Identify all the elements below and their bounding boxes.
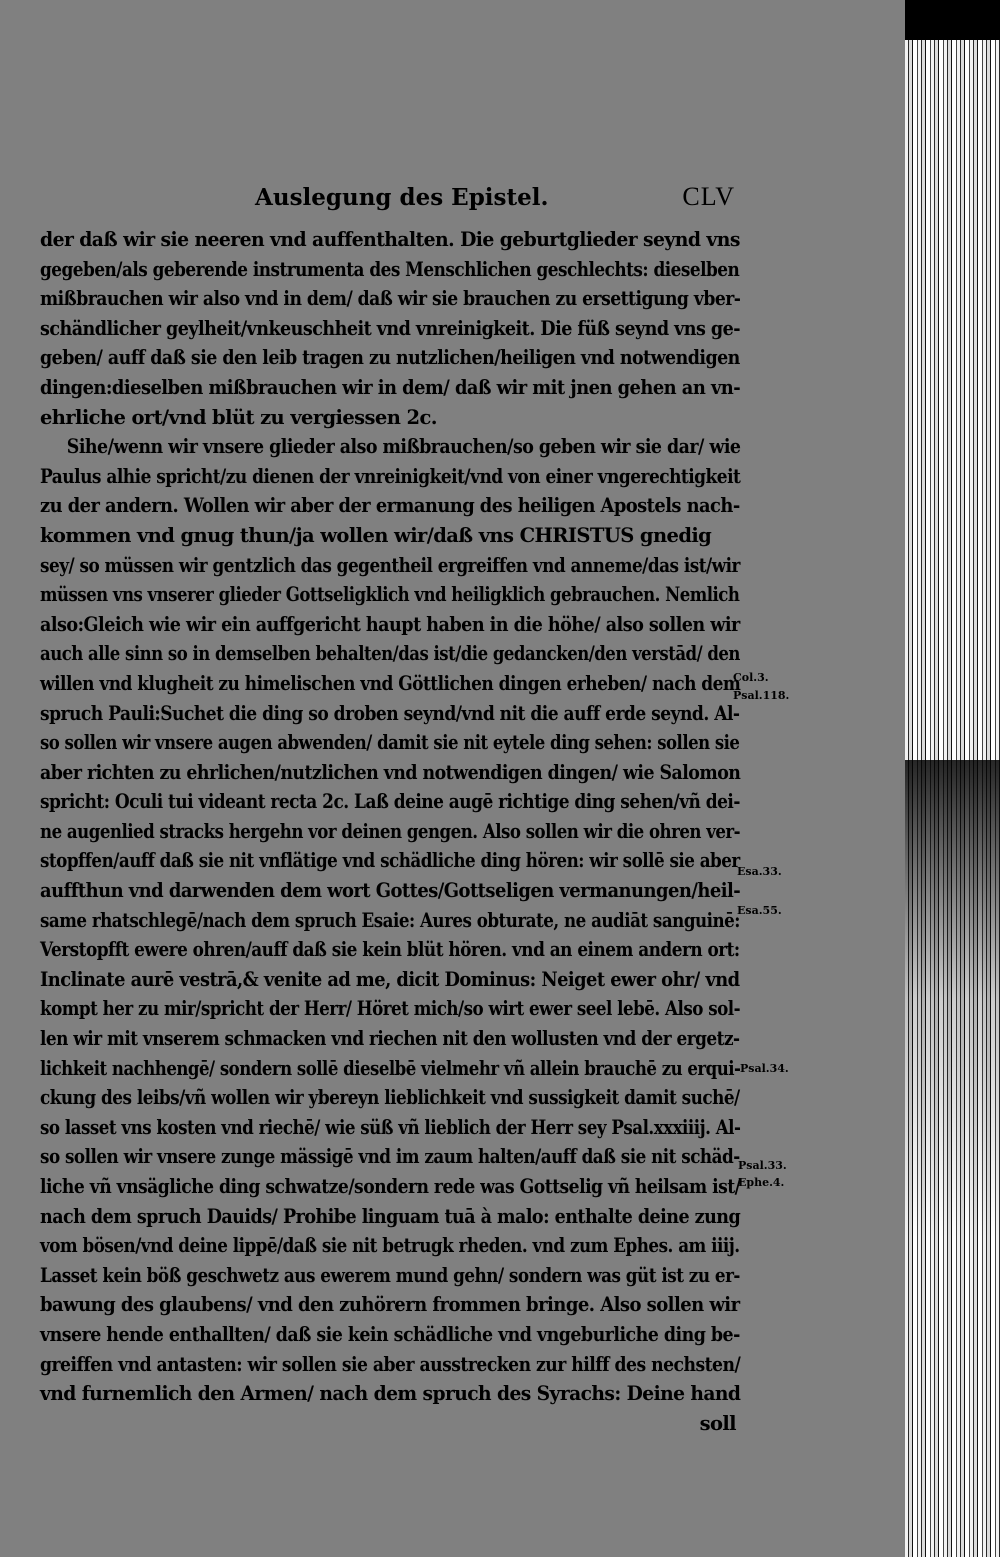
text-line: Lasset kein böß geschwetz aus ewerem mund gehn/ sondern was güt ist zu er- xyxy=(40,1263,740,1287)
text-line: greiffen vnd antasten: wir sollen sie aber ausstrecken zur hilff des nechsten/ xyxy=(40,1352,741,1376)
folio-number: CLV xyxy=(682,182,735,211)
text-line: ckung des leibs/vñ wollen wir ybereyn lieblichkeit vnd sussigkeit damit suchē/ xyxy=(40,1086,740,1110)
text-line: Verstopfft ewere ohren/auff daß sie kein blüt hören. vnd an einem andern ort: xyxy=(40,938,740,962)
margin-note: Col.3. xyxy=(733,671,769,684)
text-line: der daß wir sie neeren vnd auffenthalten. Die geburtglieder seynd vns xyxy=(40,228,740,251)
text-line: aber richten zu ehrlichen/nutzlichen vnd notwendigen dingen/ wie Salomon xyxy=(40,760,741,784)
running-head: Auslegung des Epistel. xyxy=(255,184,549,211)
margin-note: Ephe.4. xyxy=(738,1176,785,1189)
text-line: ne augenlied stracks hergehn vor deinen gengen. Also sollen wir die ohren ver- xyxy=(40,819,741,843)
text-line: spruch Pauli:Suchet die ding so droben seynd/vnd nit die auff erde seynd. Al- xyxy=(40,701,740,725)
text-line: len wir mit vnserem schmacken vnd riechen nit den wollusten vnd der ergetz- xyxy=(40,1027,740,1051)
text-line: Paulus alhie spricht/zu dienen der vnreinigkeit/vnd von einer vngerechtigkeit xyxy=(40,464,741,488)
text-line: dingen:dieselben mißbrauchen wir in dem/ daß wir mit jnen gehen an vn- xyxy=(40,375,741,399)
text-line: sey/ so müssen wir gentzlich das gegentheil ergreiffen vnd anneme/das ist/wir xyxy=(40,553,740,577)
text-line: vnd furnemlich den Armen/ nach dem spruch des Syrachs: Deine hand xyxy=(40,1382,741,1406)
margin-note: Psal.33. xyxy=(738,1159,787,1172)
text-line: müssen vns vnserer glieder Gottseligklich vnd heiligklich gebrauchen. Nemlich xyxy=(40,583,740,607)
text-line: kommen vnd gnug thun/ja wollen wir/daß vns CHRISTUS gnedig xyxy=(40,523,712,547)
margin-note: Psal.34. xyxy=(740,1062,789,1075)
text-line: auch alle sinn so in demselben behalten/das ist/die gedancken/den verstād/ den xyxy=(40,642,740,666)
text-line: vom bösen/vnd deine lippē/daß sie nit betrugk rheden. vnd zum Ephes. am iiij. xyxy=(40,1234,740,1258)
margin-note: Esa.33. xyxy=(737,865,782,878)
text-line: spricht: Oculi tui videant recta 2c. Laß deine augē richtige ding sehen/vñ dei- xyxy=(40,790,740,814)
text-line: kompt her zu mir/spricht der Herr/ Höret mich/so wirt ewer seel lebē. Also sol- xyxy=(40,997,741,1021)
text-line: geben/ auff daß sie den leib tragen zu nutzlichen/heiligen vnd notwendigen xyxy=(40,346,740,370)
text-line: mißbrauchen wir also vnd in dem/ daß wir sie brauchen zu ersettigung vber- xyxy=(40,287,741,311)
page-curl-shadow xyxy=(905,760,1000,1557)
text-line: ehrliche ort/vnd blüt zu vergiessen 2c. xyxy=(40,405,437,429)
background-dark xyxy=(905,0,1000,40)
text-line: stopffen/auff daß sie nit vnflätige vnd schädliche ding hören: wir sollē sie aber xyxy=(40,849,740,873)
text-line: lichkeit nachhengē/ sondern sollē dieselbē vielmehr vñ allein brauchē zu erqui- xyxy=(40,1056,741,1080)
text-line: Sihe/wenn wir vnsere glieder also mißbrauchen/so geben wir sie dar/ wie xyxy=(66,435,741,459)
text-line: liche vñ vnsägliche ding schwatze/sondern rede was Gottselig vñ heilsam ist/ xyxy=(40,1175,741,1198)
margin-note: Esa.55. xyxy=(737,904,782,917)
text-line: also:Gleich wie wir ein auffgericht haupt haben in die höhe/ also sollen wir xyxy=(40,612,740,636)
text-line: so lasset vns kosten vnd riechē/ wie süß vñ lieblich der Herr sey Psal.xxxiiij. Al- xyxy=(40,1115,741,1139)
text-line: same rhatschlegē/nach dem spruch Esaie: Aures obturate, ne audiāt sanguinē: xyxy=(40,908,740,932)
text-line: Inclinate aurē vestrā,& venite ad me, dicit Dominus: Neiget ewer ohr/ vnd xyxy=(40,967,740,991)
text-line: schändlicher geylheit/vnkeuschheit vnd vnreinigkeit. Die füß seynd vns ge- xyxy=(40,316,741,340)
text-line: vnsere hende enthallten/ daß sie kein schädliche vnd vngeburliche ding be- xyxy=(40,1322,740,1346)
text-line: willen vnd klugheit zu himelischen vnd Göttlichen dingen erheben/ nach dem xyxy=(40,671,741,695)
text-line: nach dem spruch Dauids/ Prohibe linguam tuā à malo: enthalte deine zung xyxy=(40,1204,741,1228)
text-line: auffthun vnd darwenden dem wort Gottes/Gottseligen vermanungen/heil- xyxy=(40,879,741,903)
text-line: so sollen wir vnsere zunge mässigē vnd im zaum halten/auff daß sie nit schäd- xyxy=(40,1145,740,1169)
margin-note: Psal.118. xyxy=(733,689,790,702)
text-line: zu der andern. Wollen wir aber der ermanung des heiligen Apostels nach- xyxy=(40,494,740,518)
catchword: soll xyxy=(699,1411,736,1435)
text-line: gegeben/als geberende instrumenta des Menschlichen geschlechts: dieselben xyxy=(40,257,740,281)
text-line: so sollen wir vnsere augen abwenden/ damit sie nit eytele ding sehen: sollen sie xyxy=(40,731,740,755)
text-line: bawung des glaubens/ vnd den zuhörern frommen bringe. Also sollen wir xyxy=(40,1293,740,1317)
